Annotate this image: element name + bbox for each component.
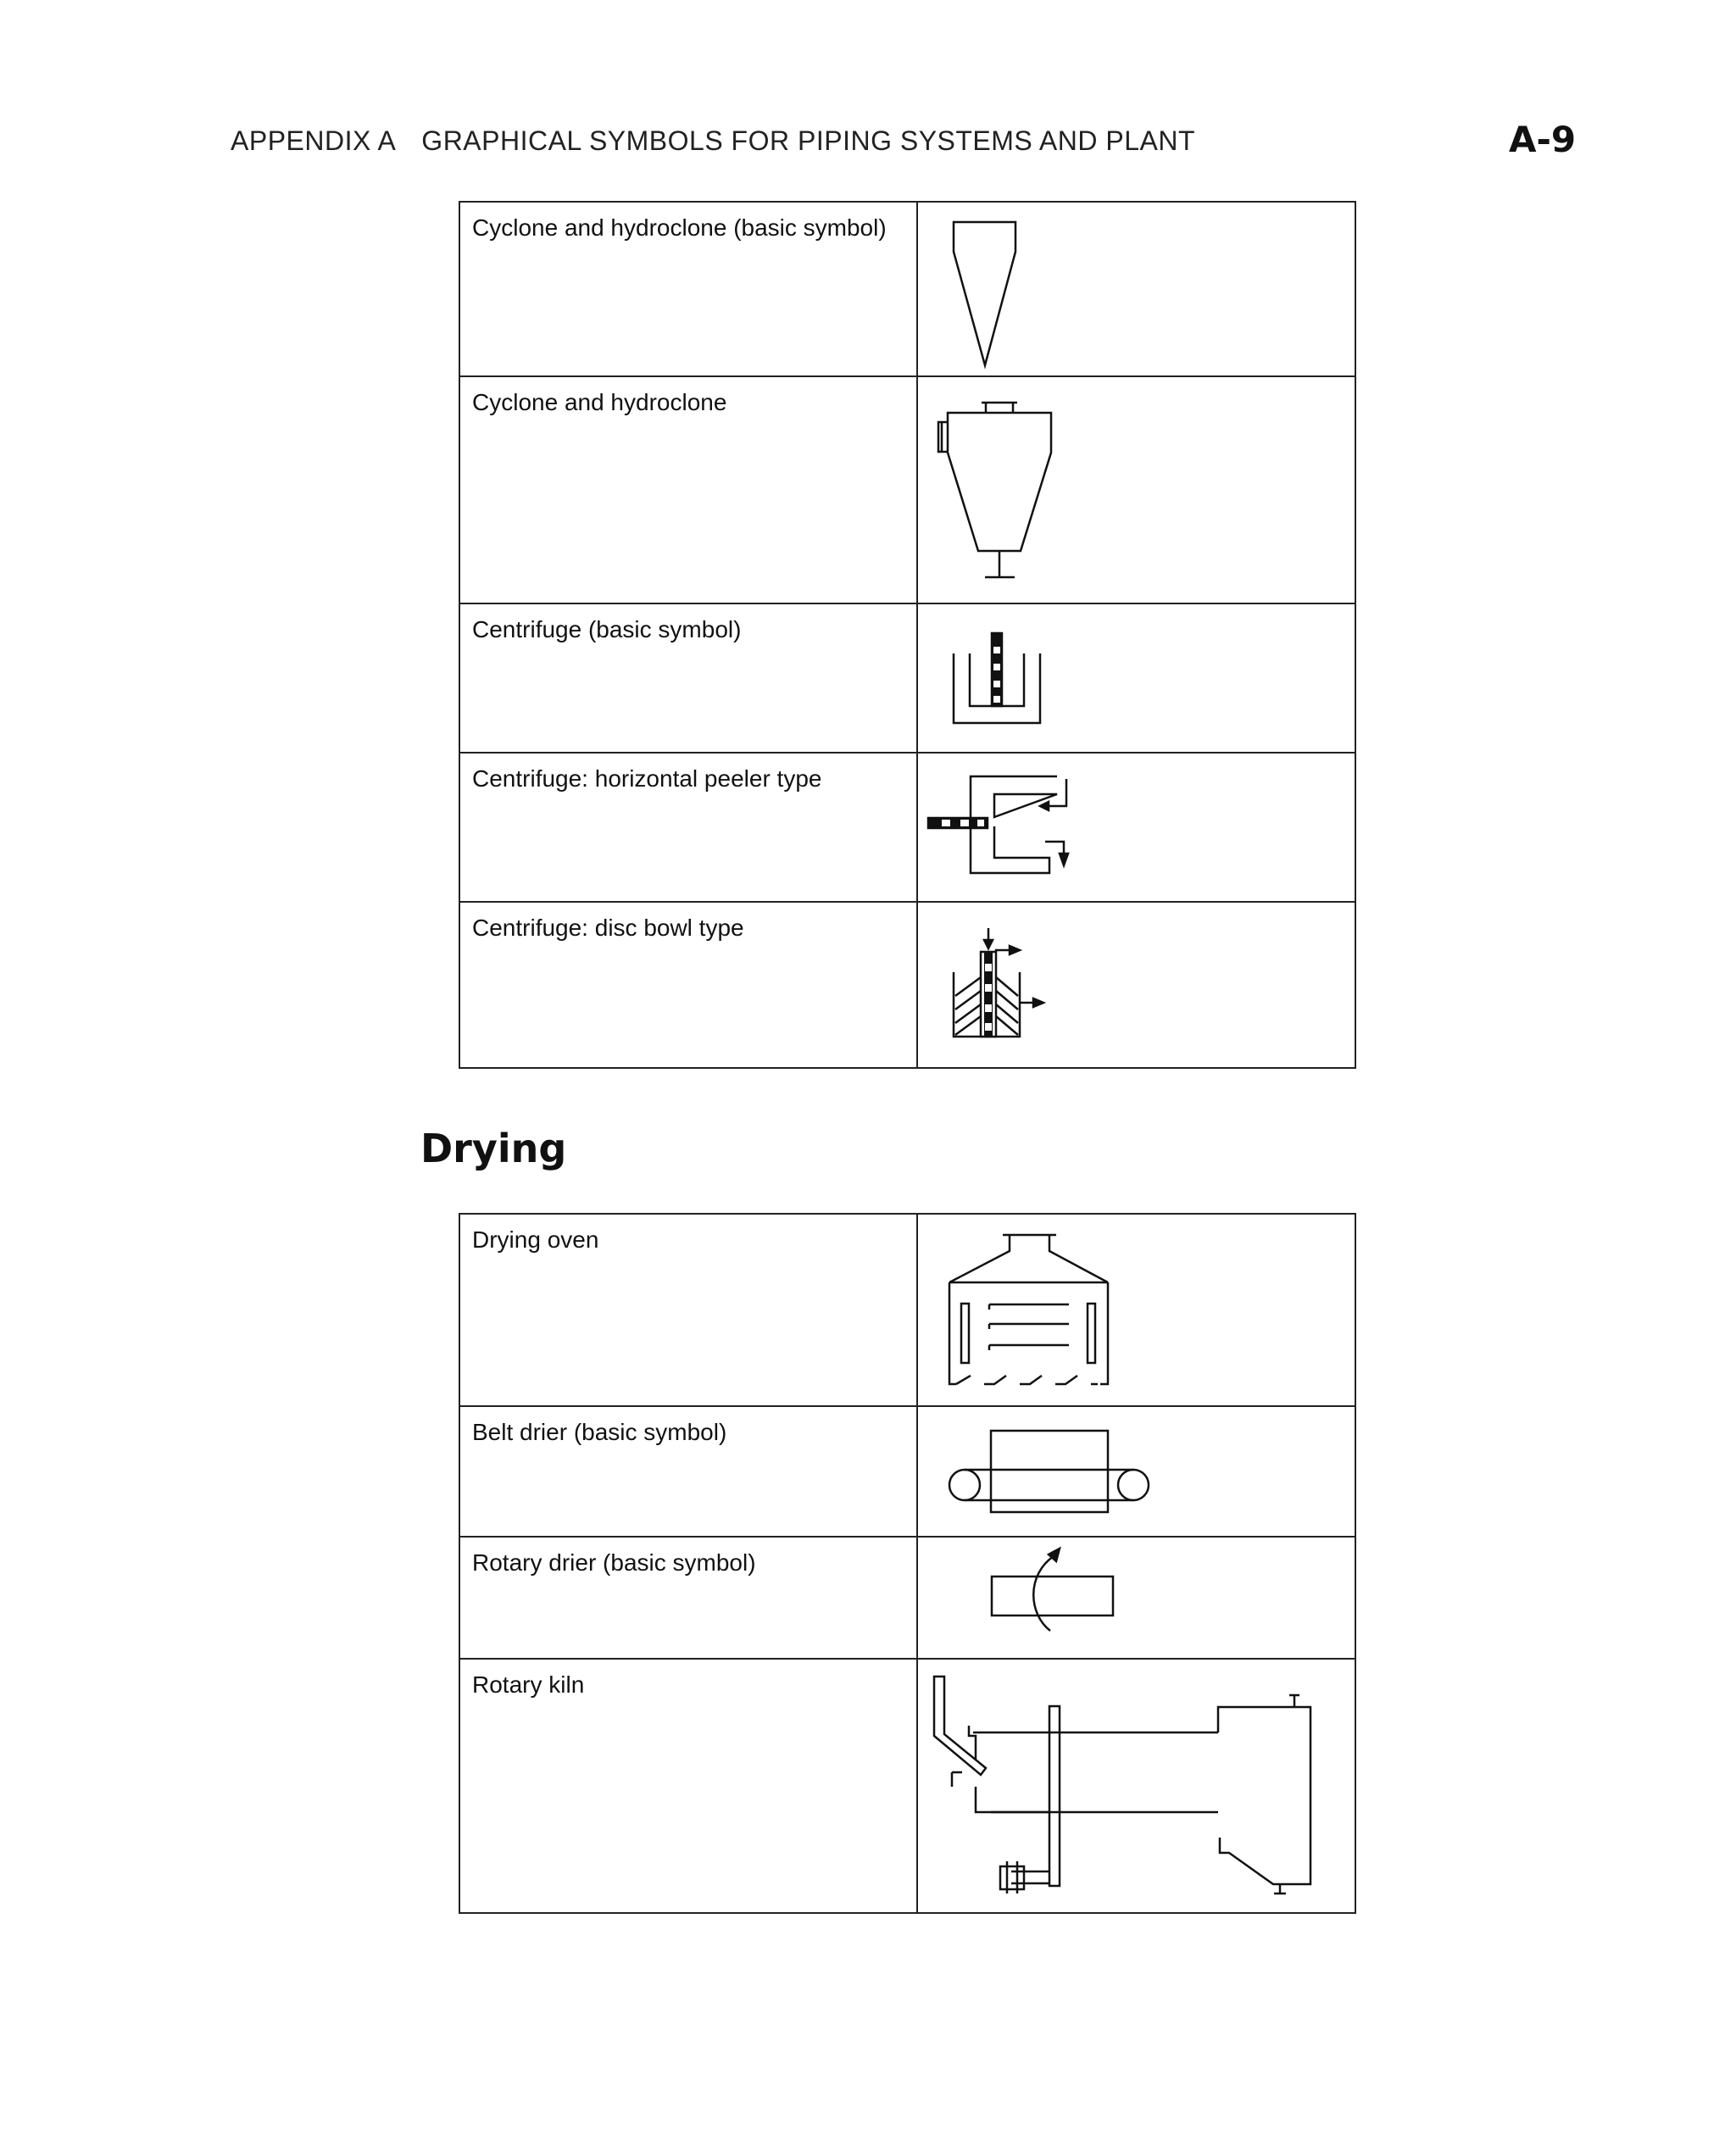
symbol-label: Centrifuge: disc bowl type bbox=[459, 902, 917, 1068]
cyclone-basic-icon bbox=[918, 203, 1355, 377]
appendix-label: APPENDIX A bbox=[231, 125, 397, 156]
rotary-drier-icon bbox=[918, 1538, 1355, 1660]
belt-drier-icon bbox=[918, 1407, 1355, 1538]
separation-symbol-table bbox=[459, 201, 1356, 1069]
symbol-cell bbox=[917, 1659, 1355, 1913]
symbol-label: Belt drier (basic symbol) bbox=[459, 1406, 917, 1537]
centrifuge-disc-bowl-icon bbox=[918, 903, 1355, 1069]
symbol-cell bbox=[917, 603, 1355, 753]
table-row bbox=[459, 202, 1355, 376]
symbol-label: Cyclone and hydroclone bbox=[459, 376, 917, 603]
table-row bbox=[459, 753, 1355, 902]
table-row bbox=[459, 376, 1355, 603]
running-header bbox=[231, 125, 1195, 157]
symbol-label: Centrifuge: horizontal peeler type bbox=[459, 753, 917, 902]
symbol-cell bbox=[917, 753, 1355, 902]
section-heading-drying: Drying bbox=[420, 1126, 567, 1171]
table-row bbox=[459, 1214, 1355, 1406]
symbol-cell bbox=[917, 902, 1355, 1068]
drying-symbol-table bbox=[459, 1213, 1356, 1914]
symbol-cell bbox=[917, 1537, 1355, 1659]
page-number: A-9 bbox=[1509, 119, 1577, 160]
symbol-cell bbox=[917, 376, 1355, 603]
table-row bbox=[459, 603, 1355, 753]
symbol-label: Cyclone and hydroclone (basic symbol) bbox=[459, 202, 917, 376]
drying-oven-icon bbox=[918, 1215, 1355, 1407]
centrifuge-basic-icon bbox=[918, 604, 1355, 754]
symbol-cell bbox=[917, 1406, 1355, 1537]
symbol-cell bbox=[917, 202, 1355, 376]
table-row bbox=[459, 902, 1355, 1068]
symbol-label: Drying oven bbox=[459, 1214, 917, 1406]
cyclone-icon bbox=[918, 377, 1355, 604]
symbol-label: Rotary kiln bbox=[459, 1659, 917, 1913]
table-row bbox=[459, 1659, 1355, 1913]
symbol-label: Rotary drier (basic symbol) bbox=[459, 1537, 917, 1659]
symbol-label: Centrifuge (basic symbol) bbox=[459, 603, 917, 753]
table-row bbox=[459, 1537, 1355, 1659]
centrifuge-peeler-icon bbox=[918, 754, 1355, 903]
symbol-cell bbox=[917, 1214, 1355, 1406]
appendix-title: GRAPHICAL SYMBOLS FOR PIPING SYSTEMS AND PLANT bbox=[421, 125, 1195, 156]
rotary-kiln-icon bbox=[918, 1660, 1355, 1914]
table-row bbox=[459, 1406, 1355, 1537]
